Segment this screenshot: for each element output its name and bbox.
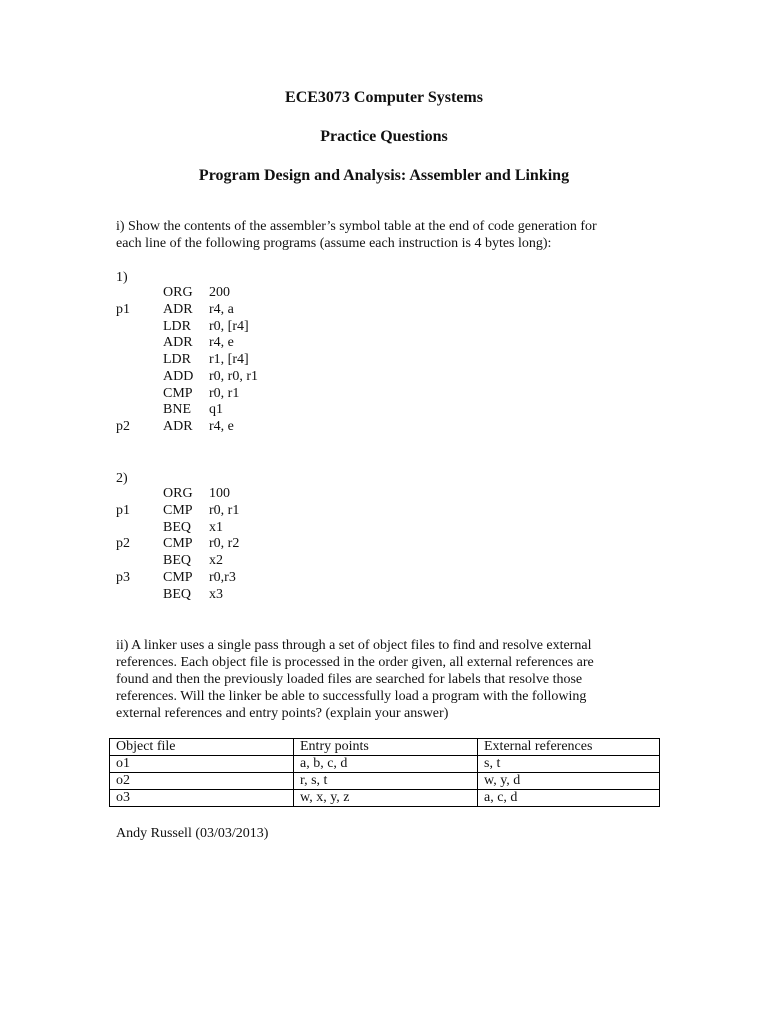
table-cell: o3 [110,790,294,807]
question-2-intro-line: ii) A linker uses a single pass through a set of object files to find and resolve external [116,638,592,653]
table-cell: s, t [478,756,660,773]
code-opcode: ORG [163,285,193,300]
question-1-intro [116,218,676,252]
program-1-number: 1) [116,270,128,285]
topic-title: Program Design and Analysis: Assembler and Linking [198,167,570,184]
code-operands: q1 [209,402,223,418]
table-cell: w, x, y, z [294,790,478,807]
table-cell: r, s, t [294,773,478,790]
code-opcode: BEQ [163,519,191,535]
question-1-intro-line: each line of the following programs (assume each instruction is 4 bytes long): [116,236,552,251]
question-1-intro-line: i) Show the contents of the assembler’s symbol table at the end of code generation for [116,219,597,234]
code-opcode: LDR [163,352,191,367]
question-2-intro-line: references. Each object file is processed in the order given, all external references are [116,655,594,670]
code-opcode: ORG [163,486,193,501]
table-cell: o1 [110,756,294,773]
code-opcode: CMP [163,569,193,585]
code-opcode: BNE [163,402,191,418]
code-opcode: BEQ [163,586,191,602]
question-2-intro-line: references. Will the linker be able to successfully load a program with the following [116,689,587,704]
code-operands: r4, a [209,301,234,317]
code-opcode: ADR [163,419,193,434]
table-row [110,790,660,807]
code-operands: 200 [209,285,230,300]
table-cell: o2 [110,773,294,790]
code-operands: r0, [r4] [209,318,249,334]
code-opcode: ADR [163,335,193,351]
code-operands: r0, r2 [209,536,240,552]
table-cell: a, c, d [478,790,660,807]
code-label: p1 [116,502,130,518]
code-opcode: CMP [163,536,193,552]
question-2-intro-line: found and then the previously loaded files are searched for labels that resolve those [116,672,583,687]
code-label: p2 [116,419,130,434]
column-header-entry-points: Entry points [294,739,478,756]
linker-table [109,738,660,807]
code-operands: x1 [209,519,223,535]
code-operands: r0, r0, r1 [209,368,258,384]
code-operands: r1, [r4] [209,352,249,367]
code-label: p1 [116,301,130,317]
code-operands: r0,r3 [209,569,236,585]
column-header-object-file: Object file [110,739,294,756]
code-operands: r0, r1 [209,502,240,518]
code-label: p3 [116,569,130,585]
question-2-intro-line: external references and entry points? (explain your answer) [116,706,449,721]
question-2-intro [116,637,676,722]
code-operands: r0, r1 [209,385,240,401]
table-cell: w, y, d [478,773,660,790]
code-operands: r4, e [209,335,234,351]
document-subtitle: Practice Questions [320,128,448,145]
code-label: p2 [116,536,130,552]
code-operands: r4, e [209,419,234,434]
code-opcode: CMP [163,502,193,518]
code-opcode: CMP [163,385,193,401]
table-cell: a, b, c, d [294,756,478,773]
code-opcode: BEQ [163,553,191,568]
column-header-external-references: External references [478,739,660,756]
author-signature: Andy Russell (03/03/2013) [116,826,269,841]
table-header-row [110,739,660,756]
code-opcode: ADR [163,301,193,317]
program-2-number: 2) [116,471,128,486]
code-opcode: LDR [163,318,191,334]
code-operands: x2 [209,553,223,568]
table-row [110,756,660,773]
code-operands: x3 [209,586,223,602]
table-row [110,773,660,790]
course-title: ECE3073 Computer Systems [285,89,483,106]
code-operands: 100 [209,486,230,501]
code-opcode: ADD [163,368,194,384]
